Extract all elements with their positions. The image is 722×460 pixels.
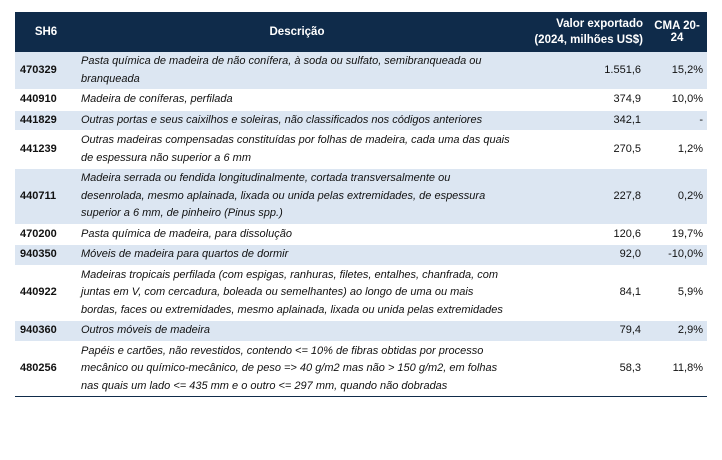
- table-body: [15, 52, 707, 397]
- cell-value: 79,4: [517, 321, 647, 342]
- table-row: [15, 321, 707, 342]
- cell-code: 440711: [15, 169, 77, 225]
- cell-code: 441829: [15, 110, 77, 131]
- table-header: [15, 12, 707, 52]
- cell-value: 270,5: [517, 131, 647, 169]
- cell-description: Madeira serrada ou fendida longitudinalmente, cortada transversalmente ou desenrolada, mesmo aplainada, lixada ou unida pelas extremidades, de espessura superior a 6 mm, de pinheiro (Pinus spp.): [77, 169, 517, 225]
- export-table: [15, 12, 707, 397]
- header-export-value-line1: Valor exportado: [556, 18, 643, 30]
- table-row: [15, 52, 707, 90]
- header-sh6: SH6: [15, 12, 77, 52]
- table-row: [15, 169, 707, 225]
- cell-value: 374,9: [517, 90, 647, 111]
- cell-value: 120,6: [517, 224, 647, 245]
- cell-code: 470329: [15, 52, 77, 90]
- cell-cma: 5,9%: [647, 265, 707, 321]
- cell-value: 58,3: [517, 341, 647, 397]
- cell-description: Outros móveis de madeira: [77, 321, 517, 342]
- cell-value: 92,0: [517, 245, 647, 266]
- cell-description: Madeiras tropicais perfilada (com espigas, ranhuras, filetes, entalhes, chanfrada, com juntas em V, com cercadura, boleada ou semelhantes) ao longo de uma ou mais bordas, faces ou extremidades, mesmo aplainada, lixada ou unida pelas extremidades: [77, 265, 517, 321]
- header-description: Descrição: [77, 12, 517, 52]
- table-row: [15, 341, 707, 397]
- cell-value: 342,1: [517, 110, 647, 131]
- cell-cma: 1,2%: [647, 131, 707, 169]
- cell-value: 227,8: [517, 169, 647, 225]
- cell-cma: 19,7%: [647, 224, 707, 245]
- cell-description: Pasta química de madeira de não conífera, à soda ou sulfato, semibranqueada ou branqueada: [77, 52, 517, 90]
- cell-description: Outras madeiras compensadas constituídas por folhas de madeira, cada uma das quais de espessura não superior a 6 mm: [77, 131, 517, 169]
- cell-code: 470200: [15, 224, 77, 245]
- header-row: [15, 12, 707, 52]
- table-row: [15, 265, 707, 321]
- export-table-container: [15, 12, 707, 397]
- table-row: [15, 131, 707, 169]
- cell-description: Papéis e cartões, não revestidos, contendo <= 10% de fibras obtidas por processo mecânico ou químico-mecânico, de peso => 40 g/m2 mas não > 150 g/m2, em folhas nas quais um lado <= 435 mm e o outro <= 297 mm, quando não dobradas: [77, 341, 517, 397]
- cell-cma: 10,0%: [647, 90, 707, 111]
- header-cma: CMA 20-24: [647, 12, 707, 52]
- cell-code: 480256: [15, 341, 77, 397]
- cell-description: Madeira de coníferas, perfilada: [77, 90, 517, 111]
- cell-description: Outras portas e seus caixilhos e soleiras, não classificados nos códigos anteriores: [77, 110, 517, 131]
- cell-code: 440922: [15, 265, 77, 321]
- cell-code: 940350: [15, 245, 77, 266]
- cell-value: 84,1: [517, 265, 647, 321]
- cell-cma: 15,2%: [647, 52, 707, 90]
- cell-cma: -: [647, 110, 707, 131]
- table-row: [15, 110, 707, 131]
- cell-cma: 0,2%: [647, 169, 707, 225]
- cell-code: 440910: [15, 90, 77, 111]
- cell-cma: -10,0%: [647, 245, 707, 266]
- header-export-value: [517, 12, 647, 52]
- table-row: [15, 224, 707, 245]
- cell-description: Pasta química de madeira, para dissolução: [77, 224, 517, 245]
- cell-cma: 11,8%: [647, 341, 707, 397]
- cell-value: 1.551,6: [517, 52, 647, 90]
- header-export-value-line2: (2024, milhões US$): [534, 34, 643, 46]
- table-row: [15, 90, 707, 111]
- cell-cma: 2,9%: [647, 321, 707, 342]
- cell-code: 940360: [15, 321, 77, 342]
- table-row: [15, 245, 707, 266]
- cell-code: 441239: [15, 131, 77, 169]
- cell-description: Móveis de madeira para quartos de dormir: [77, 245, 517, 266]
